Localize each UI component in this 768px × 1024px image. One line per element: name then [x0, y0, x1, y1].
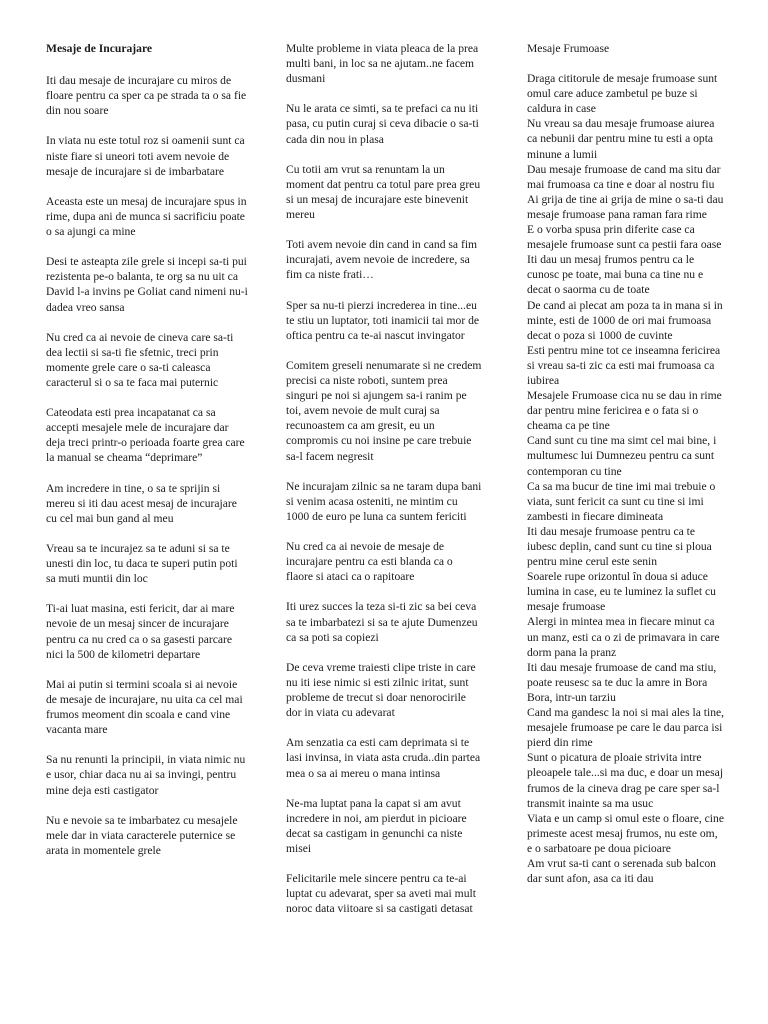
- section-title: Mesaje de Incurajare: [46, 42, 153, 55]
- paragraph: Am incredere in tine, o sa te sprijin si mereu si iti dau acest mesaj de incurajare cu cel mai bun gand al meu: [46, 481, 237, 525]
- paragraph: Nu vreau sa dau mesaje frumoase aiurea ca nebunii dar pentru mine tu esti a opta minune a lumii: [527, 117, 715, 161]
- paragraph: Vreau sa te incurajez sa te aduni si sa te unesti din loc, tu daca te superi putin poti sa muti muntii din loc: [46, 542, 238, 586]
- paragraph: Aceasta este un mesaj de incurajare spus in rime, dupa ani de munca si sacrificiu poate o sa ajungi ca mine: [46, 194, 247, 239]
- paragraph: Ne incurajam zilnic sa ne taram dupa bani si venim acasa osteniti, ne mintim cu 1000 de euro pe luna ca suntem fericiti: [286, 479, 482, 523]
- paragraph: De ceva vreme traiesti clipe triste in care nu iti iese nimic si esti zilnic iritat, sunt probleme de trecut si doar nenorocirile dor in viata cu adevarat: [286, 660, 476, 720]
- column-continued: [286, 41, 482, 932]
- paragraph: Cand ma gandesc la noi si mai ales la tine, mesajele frumoase pe care le dau parca isi pierd din rime: [527, 706, 725, 750]
- paragraph: Multe probleme in viata pleaca de la prea multi bani, in loc sa ne ajutam..ne facem dusmani: [286, 42, 479, 86]
- paragraph: Viata e un camp si omul este o floare, cine primeste acest mesaj frumos, nu este om, e o sarbatoare pe doua picioare: [527, 811, 724, 855]
- paragraph: Iti dau mesaje frumoase pentru ca te iubesc deplin, cand sunt cu tine si ploua pentru mine cerul este senin: [527, 524, 712, 569]
- paragraph: Alergi in mintea mea in fiecare minut ca un manz, esti ca o zi de primavara in care dorm pana la pranz: [527, 615, 720, 659]
- paragraph: Nu cred ca ai nevoie de mesaje de incurajare pentru ca esti blanda ca o flaore si ataci ca o rapitoare: [286, 540, 453, 584]
- paragraph: Toti avem nevoie din cand in cand sa fim incurajati, avem nevoie de incredere, sa fim ca niste frati…: [286, 238, 478, 282]
- paragraph: Comitem greseli nenumarate si ne credem precisi ca niste roboti, suntem prea singuri pe noi si ajungem sa-i ranim pe toi, avem nevoie de mult curaj sa recunoastem ca am gresit, eu un compromis cu noi insine pe care trebuie sa-l facem negresit: [286, 358, 482, 463]
- paragraph: Iti dau mesaje frumoase de cand ma stiu, poate reusesc sa te duc la amre in Bora Bora, intr-un tarziu: [527, 660, 717, 704]
- paragraph: Iti urez succes la teza si-ti zic sa bei ceva sa te imbarbatezi si sa te ajute Dumenzeu ca sa poti sa copiezi: [286, 600, 478, 644]
- paragraph: Sa nu renunti la principii, in viata nimic nu e usor, chiar daca nu ai sa invingi, pentru mine deja esti castigator: [46, 753, 246, 797]
- paragraph: Felicitarile mele sincere pentru ca te-ai luptat cu adevarat, sper sa aveti mai mult noroc data viitoare si sa castigati detasat: [286, 872, 476, 916]
- section-title: Mesaje Frumoase: [527, 42, 610, 55]
- column-mesaje-frumoase: [527, 41, 725, 886]
- paragraph: Sper sa nu-ti pierzi increderea in tine...eu te stiu un luptator, toti inamicii tai mor de oftica pentru ca te-ai nascut invingator: [286, 298, 480, 342]
- paragraph: Ti-ai luat masina, esti fericit, dar ai mare nevoie de un mesaj sincer de incurajare pentru ca nu cred ca o sa gasesti parcare nici la 500 de kilometri departare: [46, 602, 235, 661]
- paragraph: Sunt o picatura de ploaie strivita intre pleoapele tale...si ma duc, e doar un mesaj frumos de la cineva drag pe care sper sa-l transmit inainte sa ma usuc: [527, 751, 724, 810]
- paragraph: Cu totii am vrut sa renuntam la un moment dat pentru ca totul pare prea greu si un mesaj de incurajare este binevenit mereu: [286, 162, 481, 222]
- paragraph: Nu le arata ce simti, sa te prefaci ca nu iti pasa, cu putin curaj si ceva dibacie o sa-ti cada din nou in plasa: [286, 102, 479, 146]
- paragraph: Dau mesaje frumoase de cand ma situ dar mai frumoasa ca tine e doar al nostru fiu: [527, 162, 721, 191]
- paragraph-list: [46, 73, 250, 858]
- paragraph: Esti pentru mine tot ce inseamna fericirea si vreau sa-ti zic ca esti mai frumoasa ca iubirea: [527, 343, 721, 387]
- column-mesaje-de-incurajare: [46, 41, 250, 873]
- paragraph: De cand ai plecat am poza ta in mana si in minte, esti de 1000 de ori mai frumoasa decat o poza si 1000 de cuvinte: [527, 298, 723, 342]
- paragraph: In viata nu este totul roz si oamenii sunt ca niste fiare si uneori toti avem nevoie de mesaje de incurajare si de imbarbatare: [46, 134, 245, 178]
- paragraph: Am senzatia ca esti cam deprimata si te lasi invinsa, in viata asta cruda..din partea mea o sa ai mereu o mana intinsa: [286, 736, 481, 780]
- paragraph: Cand sunt cu tine ma simt cel mai bine, i multumesc lui Dumnezeu pentru ca sunt contemporan cu tine: [527, 434, 717, 478]
- paragraph: Ai grija de tine ai grija de mine o sa-ti dau mesaje frumoase pana raman fara rime: [527, 192, 724, 221]
- paragraph: Desi te asteapta zile grele si incepi sa-ti pui rezistenta pe-o balanta, te org sa nu uit ca David l-a invins pe Goliat cand nimeni nu-i dadea vreo sansa: [46, 255, 248, 314]
- paragraph-list: [286, 41, 482, 916]
- paragraph: Mai ai putin si termini scoala si ai nevoie de mesaje de incurajare, nu uita ca cel mai frumos meoment din scoala e cand vine vacanta mare: [46, 677, 243, 737]
- paragraph: Ca sa ma bucur de tine imi mai trebuie o viata, sunt fericit ca sunt cu tine si imi zambesti in fiecare dimineata: [527, 479, 716, 523]
- paragraph: Iti dau un mesaj frumos pentru ca le cunosc pe toate, mai buna ca tine nu e decat o saorma cu de toate: [527, 253, 704, 297]
- paragraph: Iti dau mesaje de incurajare cu miros de floare pentru ca sper ca pe strada ta o sa fie din nou soare: [46, 74, 247, 118]
- paragraph: E o vorba spusa prin diferite case ca mesajele frumoase sunt ca pestii fara oase: [527, 223, 722, 252]
- paragraph: Mesajele Frumoase cica nu se dau in rime dar pentru mine fericirea e o fata si o cheama ca pe tine: [527, 389, 722, 433]
- paragraph: Cateodata esti prea incapatanat ca sa accepti mesajele mele de incurajare dar deja treci printr-o perioada foarte grea care la manual se cheama “deprimare”: [46, 406, 245, 465]
- paragraph-list: [527, 71, 725, 886]
- paragraph: Am vrut sa-ti cant o serenada sub balcon dar sunt afon, asa ca iti dau: [527, 856, 716, 886]
- paragraph: Draga cititorule de mesaje frumoase sunt omul care aduce zambetul pe buze si caldura in case: [527, 72, 718, 116]
- paragraph: Ne-ma luptat pana la capat si am avut incredere in noi, am pierdut in picioare decat sa castigam in genunchi ca niste misei: [286, 796, 467, 855]
- paragraph: Nu cred ca ai nevoie de cineva care sa-ti dea lectii si sa-ti fie sfetnic, treci prin momente grele care o sa-ti caleasca caracterul si o sa te faca mai puternic: [46, 330, 234, 389]
- paragraph: Soarele rupe orizontul în doua si aduce lumina in case, eu te luminez la suflet cu mesaje frumoase: [527, 570, 716, 614]
- paragraph: Nu e nevoie sa te imbarbatez cu mesajele mele dar in viata caracterele puternice se arata in momentele grele: [46, 813, 238, 857]
